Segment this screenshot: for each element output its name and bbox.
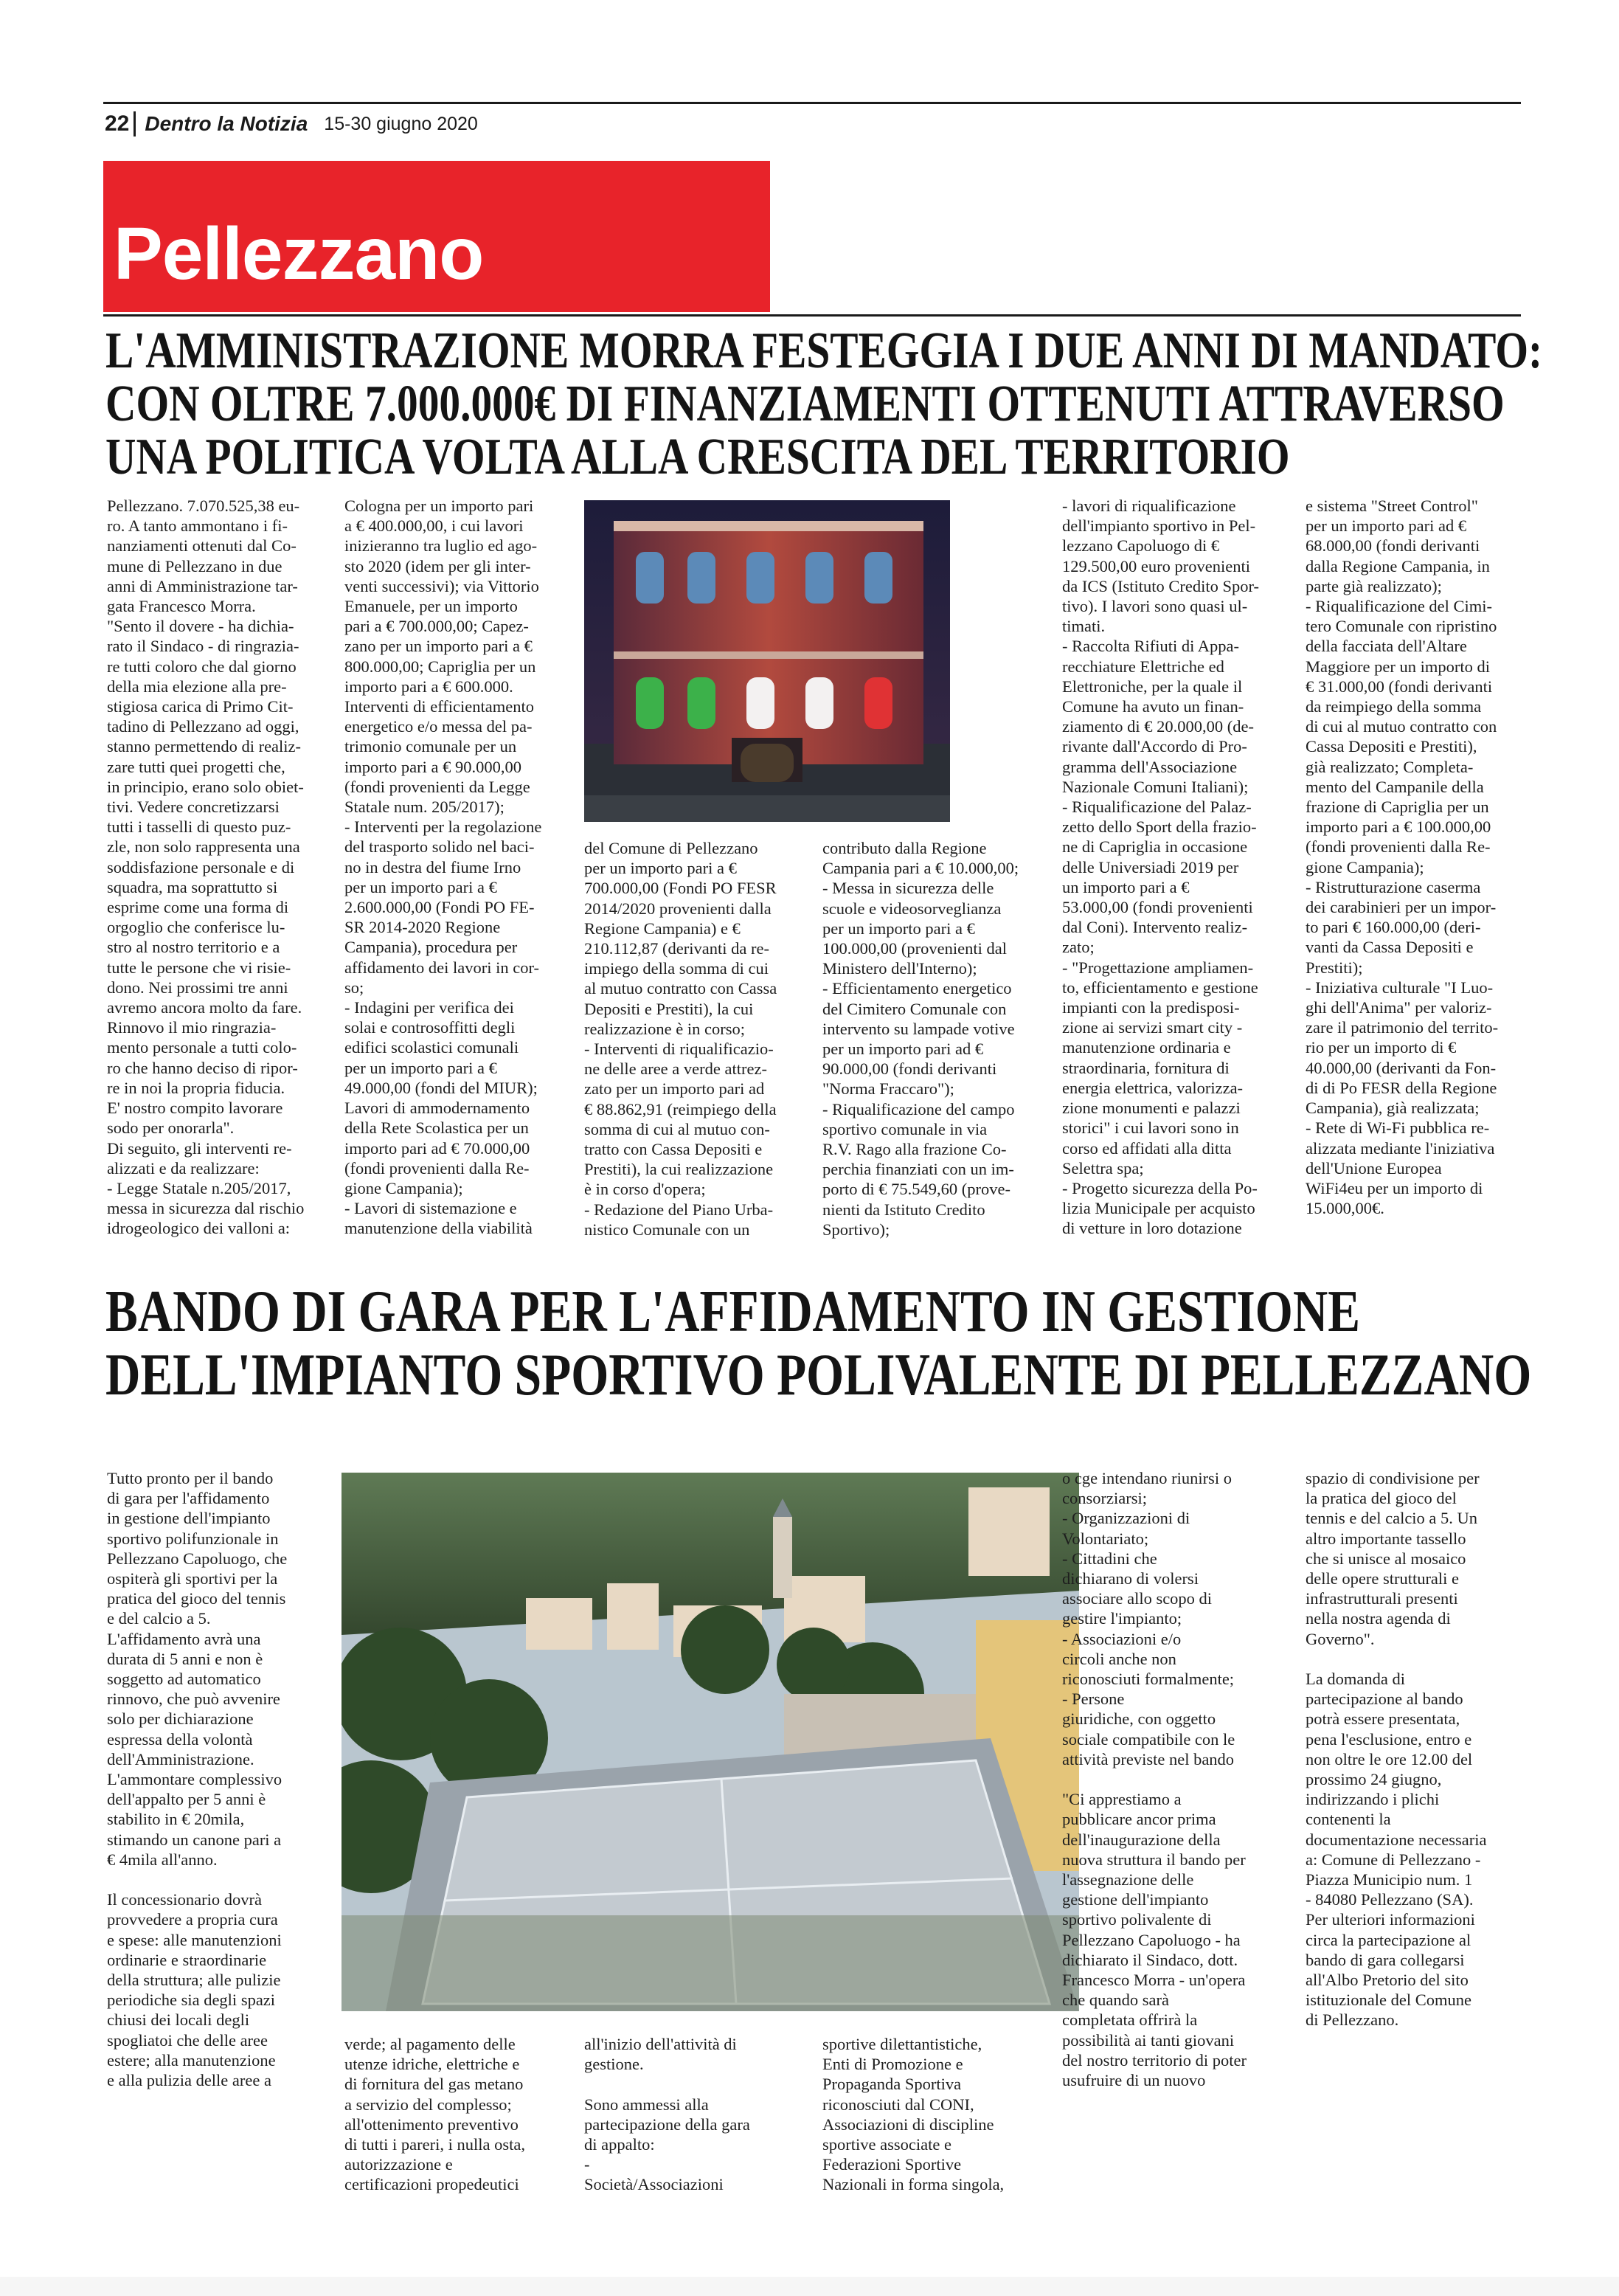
- page-number: 22: [105, 111, 130, 136]
- article1-column-1: Pellezzano. 7.070.525,38 eu- ro. A tanto ammontano i fi- nanziamenti ottenuti dal Co- mune di Pellezzano in due anni di Amministrazione tar- gata Francesco Morra. "Sento il dovere - ha dichia- rato il Sindaco - di ringrazia- re tutti coloro che dal giorno della mia elezione alla pre- stigiosa carica di Primo Cit- tadino di Pellezzano ad oggi, stanno permettendo di realiz- zare tutti quei progetti che, in principio, erano solo obiet- tivi. Vedere concretizzarsi tutti i tasselli di questo puz- zle, non solo rappresenta una soddisfazione personale e di squadra, ma soprattutto si esprime come una forma di orgoglio che conferisce lu- stro al nostro territorio e a tutte le persone che vi risie- dono. Nei prossimi tre anni avremo ancora molto da fare. Rinnovo il mio ringrazia- mento personale a tutti colo- ro che hanno deciso di ripor- re in noi la propria fiducia. E' nostro compito lavorare sodo per onorarla". Di seguito, gli interventi re- alizzati e da realizzare: - Legge Statale n.205/2017, messa in sicurezza dal rischio idrogeologico dei valloni a:: [107, 497, 305, 1238]
- article1-column-5: - lavori di riqualificazione dell'impianto sportivo in Pel- lezzano Capoluogo di € 129.500,00 euro provenienti da ICS (Istituto Credito Spor- tivo). I lavori sono quasi ul- timati. - Raccolta Rifiuti di Appa- recchiature Elettriche ed Elettroniche, per la quale il Comune ha avuto un finan- ziamento di € 20.000,00 (de- rivante dall'Accordo di Pro- gramma dell'Associazione Nazionale Comuni Italiani); - Riqualificazione del Palaz- zetto dello Sport della frazio- ne di Capriglia in occasione delle Universiadi 2019 per un importo pari a € 53.000,00 (fondi provenienti dal Coni). Intervento realiz- zato; - "Progettazione ampliamen- to, efficientamento e gestione impianti con la predisposi- zione ai servizi smart city - manutenzione ordinaria e straordinaria, fornitura di energia elettrica, valorizza- zione monumenti e palazzi storici" i cui lavori sono in corso ed affidati alla ditta Selettra spa; - Progetto sicurezza della Po- lizia Municipale per acquisto di vetture in loro dotazione: [1062, 497, 1260, 1238]
- town-hall-illustration: [584, 500, 950, 822]
- headline-line: CON OLTRE 7.000.000€ DI FINANZIAMENTI OTTENUTI ATTRAVERSO: [105, 376, 1505, 432]
- section-rule: [103, 314, 1521, 317]
- article2-column-6: spazio di condivisione per la pratica del gioco del tennis e del calcio a 5. Un altro importante tassello che si unisce al mosaico delle opere strutturali e infrastrutturali presenti nella nostra agenda di Governo". La domanda di partecipazione al bando potrà essere presentata, pena l'esclusione, entro e non oltre le ore 12.00 del prossimo 24 giugno, indirizzando i plichi contenenti la documentazione necessaria a: Comune di Pellezzano - Piazza Municipio num. 1 - 84080 Pellezzano (SA). Per ulteriori informazioni circa la partecipazione al bando di gara collegarsi all'Albo Pretorio del sito istituzionale del Comune di Pellezzano.: [1306, 1469, 1487, 2030]
- section-banner: [103, 161, 770, 312]
- article2-column-2: verde; al pagamento delle utenze idriche, elettriche e di fornitura del gas metano a servizio del complesso; all'ottenimento preventivo di tutti i pareri, i nulla osta, autorizzazione e certificazioni propedeutici: [344, 2035, 525, 2194]
- town-hall-photo: [584, 500, 950, 822]
- page-bottom-margin: [0, 2277, 1619, 2296]
- sports-facility-photo: [342, 1473, 1079, 2011]
- article2-column-5: o cge intendano riunirsi o consorziarsi; - Organizzazioni di Volontariato; - Cittadini che dichiarano di volersi associare allo scopo di gestire l'impianto; - Associazioni e/o circoli anche non riconosciuti formalmente; - Persone giuridiche, con oggetto sociale compatibile con le attività previste nel bando "Ci apprestiamo a pubblicare ancor prima dell'inaugurazione della nuova struttura il bando per l'assegnazione delle gestione dell'impianto sportivo polivalente di Pellezzano Capoluogo - ha dichiarato il Sindaco, dott. Francesco Morra - un'opera che quando sarà completata offrirà la possibilità ai tanti giovani del nostro territorio di poter usufruire di un nuovo: [1062, 1469, 1247, 2090]
- article2-column-1: Tutto pronto per il bando di gara per l'affidamento in gestione dell'impianto sportivo polifunzionale in Pellezzano Capoluogo, che ospiterà gli sportivi per la pratica del gioco del tennis e del calcio a 5. L'affidamento avrà una durata di 5 anni e non è soggetto ad automatico rinnovo, che può avvenire solo per dichiarazione espressa della volontà dell'Amministrazione. L'ammontare complessivo dell'appalto per 5 anni è stabilito in € 20mila, stimando un canone pari a € 4mila all'anno. Il concessionario dovrà provvedere a propria cura e spese: alle manutenzioni ordinarie e straordinarie della struttura; alle pulizie periodiche sia degli spazi chiusi dei locali degli spogliatoi che delle aree estere; alla manutenzione e alla pulizia delle aree a: [107, 1469, 288, 2090]
- article1-column-6: e sistema "Street Control" per un importo pari ad € 68.000,00 (fondi derivanti dalla Regione Campania, in parte già realizzato); - Riqualificazione del Cimi- tero Comunale con ripristino della facciata dell'Altare Maggiore per un importo di € 31.000,00 (fondi derivanti da reimpiego della somma di cui al mutuo contratto con Cassa Depositi e Prestiti), già realizzato; Completa- mento del Campanile della frazione di Capriglia per un importo pari a € 100.000,00 (fondi provenienti dalla Re- gione Campania); - Ristrutturazione caserma dei carabinieri per un impor- to pari € 160.000,00 (deri- vanti da Cassa Depositi e Prestiti); - Iniziativa culturale "I Luo- ghi dell'Anima" per valoriz- zare il patrimonio del territo- rio per un importo di € 40.000,00 (derivanti da Fon- di di Po FESR della Regione Campania), già realizzata; - Rete di Wi-Fi pubblica re- alizzata mediante l'iniziativa dell'Unione Europea WiFi4eu per un importo di 15.000,00€.: [1306, 497, 1499, 1218]
- article1-column-3: del Comune di Pellezzano per un importo pari a € 700.000,00 (Fondi PO FESR 2014/2020 provenienti dalla Regione Campania) e € 210.112,87 (derivanti da re- impiego della somma di cui al mutuo contratto con Cassa Depositi e Prestiti), la cui realizzazione è in corso; - Interventi di riqualificazio- ne delle aree a verde attrez- zato per un importo pari ad € 88.862,91 (reimpiego della somma di cui al mutuo con- tratto con Cassa Depositi e Prestiti), la cui realizzazione è in corso d'opera; - Redazione del Piano Urba- nistico Comunale con un: [584, 839, 777, 1239]
- section-title: Pellezzano: [114, 212, 484, 295]
- headline-line: BANDO DI GARA PER L'AFFIDAMENTO IN GESTIONE: [105, 1279, 1360, 1344]
- masthead: Dentro la Notizia: [145, 112, 308, 135]
- article1-headline: [105, 322, 1543, 485]
- article2-headline: [105, 1280, 1531, 1407]
- headline-line: UNA POLITICA VOLTA ALLA CRESCITA DEL TERRITORIO: [105, 429, 1290, 485]
- issue-date: 15-30 giugno 2020: [324, 113, 478, 134]
- article1-column-4: contributo dalla Regione Campania pari a € 10.000,00; - Messa in sicurezza delle scuole e videosorveglianza per un importo pari a € 100.000,00 (provenienti dal Ministero dell'Interno); - Efficientamento energetico del Cimitero Comunale con intervento su lampade votive per un importo pari ad € 90.000,00 (fondi derivanti "Norma Fraccaro"); - Riqualificazione del campo sportivo comunale in via R.V. Rago alla frazione Co- perchia finanziati con un im- porto di € 75.549,60 (prove- nienti da Istituto Credito Sportivo);: [822, 839, 1019, 1239]
- article2-column-3: all'inizio dell'attività di gestione. Sono ammessi alla partecipazione della gara di appalto: - Società/Associazioni: [584, 2035, 750, 2194]
- top-rule: [103, 102, 1521, 104]
- headline-line: DELL'IMPIANTO SPORTIVO POLIVALENTE DI PELLEZZANO: [105, 1343, 1532, 1408]
- page-header: [105, 109, 478, 139]
- article2-column-4: sportive dilettantistiche, Enti di Promozione e Propaganda Sportiva riconosciuti dal CONI, Associazioni di discipline sportive associate e Federazioni Sportive Nazionali in forma singola,: [822, 2035, 1005, 2194]
- headline-line: L'AMMINISTRAZIONE MORRA FESTEGGIA I DUE ANNI DI MANDATO:: [105, 322, 1543, 379]
- article1-column-2: Cologna per un importo pari a € 400.000,00, i cui lavori inizieranno tra luglio ed ago- sto 2020 (idem per gli inter- venti successivi); via Vittorio Emanuele, per un importo pari a € 700.000,00; Capez- zano per un importo pari a € 800.000,00; Capriglia per un importo pari a € 600.000. Interventi di efficientamento energetico e/o messa del pa- trimonio comunale per un importo pari a € 90.000,00 (fondi provenienti da Legge Statale num. 205/2017); - Interventi per la regolazione del trasporto solido nel baci- no in destra del fiume Irno per un importo pari a € 2.600.000,00 (Fondi PO FE- SR 2014-2020 Regione Campania), procedura per affidamento dei lavori in cor- so; - Indagini per verifica dei solai e controsoffitti degli edifici scolastici comunali per un importo pari a € 49.000,00 (fondi del MIUR); Lavori di ammodernamento della Rete Scolastica per un importo pari ad € 70.000,00 (fondi provenienti dalla Re- gione Campania); - Lavori di sistemazione e manutenzione della viabilità: [344, 497, 542, 1238]
- sports-facility-illustration: [342, 1473, 1079, 2011]
- header-divider: [134, 111, 136, 136]
